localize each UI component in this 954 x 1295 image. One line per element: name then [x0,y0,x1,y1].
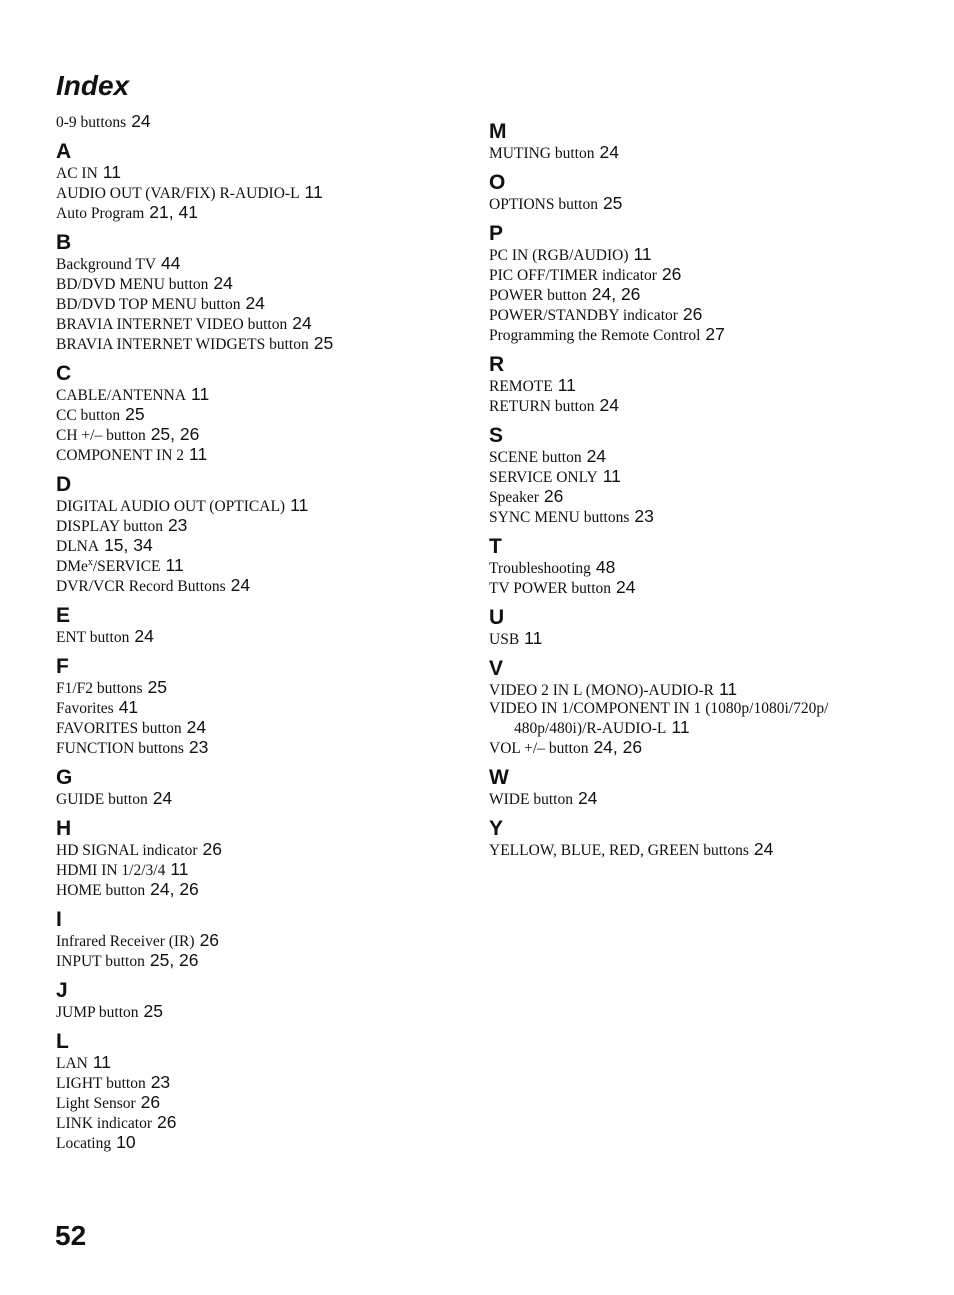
index-entry [489,680,909,700]
entry-page-ref: 11 [557,375,576,395]
index-entry [56,183,456,203]
index-entry [489,558,909,578]
entry-page-ref: 26 [682,304,703,324]
entry-page-ref: 24 [292,313,312,333]
entry-page-ref: 24 [599,142,619,162]
entry-page-ref: 26 [202,839,222,859]
entry-superscript: x [87,556,93,568]
section-letter: U [489,606,505,629]
section-letter: T [489,535,502,558]
entry-term: INPUT button [56,953,145,970]
index-section [56,656,456,758]
entry-term: DISPLAY button [56,518,163,535]
index-section [489,121,909,163]
index-entry [489,325,909,345]
index-section [489,767,909,809]
index-entry [56,738,456,758]
section-letter: J [56,979,68,1002]
entry-term: CH +/– button [56,427,146,444]
entry-page-ref: 24 [131,111,151,131]
entry-term: HOME button [56,882,146,899]
index-section [489,223,909,345]
entry-page-ref: 25 [602,193,623,213]
index-entry [489,143,909,163]
index-section [56,605,456,647]
entry-term: Troubleshooting [489,560,591,577]
index-section [56,1031,456,1153]
entry-term: YELLOW, BLUE, RED, GREEN buttons [489,842,749,859]
index-section [56,909,456,971]
entry-term: SCENE button [489,449,582,466]
entry-page-ref: 24 [186,717,207,737]
index-section [56,232,456,354]
entry-term: HD SIGNAL indicator [56,842,198,859]
entry-page-ref: 11 [170,859,189,879]
section-letter: L [56,1030,69,1053]
index-entry [56,698,456,718]
entry-term: BRAVIA INTERNET VIDEO button [56,316,288,333]
entry-term: LINK indicator [56,1115,152,1132]
entry-page-ref: 26 [140,1092,161,1112]
entry-term: SERVICE ONLY [489,469,598,486]
entry-term: RETURN button [489,398,595,415]
entry-page-ref: 24 [616,577,636,597]
index-section [56,474,456,596]
index-entry [489,718,909,738]
index-section [56,363,456,465]
index-entry [56,1002,456,1022]
index-entry [56,516,456,536]
entry-term: MUTING button [489,145,595,162]
entry-term: HDMI IN 1/2/3/4 [56,862,166,879]
section-letter: S [489,424,504,447]
section-letter: M [489,120,507,143]
entry-page-ref: 25 [313,333,334,353]
section-letter: A [56,140,72,163]
entry-page-ref: 24 [599,395,619,415]
section-letter: C [56,362,72,385]
index-entry [489,194,909,214]
index-entry [56,445,456,465]
entry-term: Light Sensor [56,1095,136,1112]
entry-page-ref: 24, 26 [150,879,199,899]
index-entry [56,840,456,860]
index-entry [489,265,909,285]
index-section [56,980,456,1022]
index-entry [489,376,909,396]
entry-page-ref: 11 [165,555,184,575]
entry-term: DIGITAL AUDIO OUT (OPTICAL) [56,498,286,515]
entry-term: FUNCTION buttons [56,740,184,757]
entry-page-ref: 21, 41 [149,202,198,222]
entry-term: F1/F2 buttons [56,680,143,697]
index-section [489,658,909,758]
index-entry [56,163,456,183]
entry-page-ref: 11 [633,244,652,264]
index-entry [56,425,456,445]
index-entry [489,467,909,487]
entry-term: BRAVIA INTERNET WIDGETS button [56,336,309,353]
index-entry [56,274,456,294]
entry-page-ref: 24 [577,788,598,808]
page-number: 52 [55,1220,87,1251]
index-entry [56,951,456,971]
index-entry [489,245,909,265]
index-entry [489,305,909,325]
entry-page-ref: 11 [92,1052,112,1072]
entry-page-ref: 11 [189,444,208,464]
index-section [489,354,909,416]
index-entry [489,629,909,649]
index-entry [56,314,456,334]
entry-term: GUIDE button [56,791,148,808]
entry-term: VOL +/– button [489,740,589,757]
entry-page-ref: 24 [586,446,607,466]
entry-page-ref: 25 [143,1001,164,1021]
entry-term: Background TV [56,256,157,273]
entry-term: JUMP button [56,1004,139,1021]
entry-term: POWER/STANDBY indicator [489,307,678,324]
section-letter: V [489,657,504,680]
entry-page-ref: 10 [116,1132,136,1152]
index-entry [489,285,909,305]
section-letter: O [489,171,506,194]
entry-term: FAVORITES button [56,720,182,737]
index-entry [56,1073,456,1093]
entry-term: DVR/VCR Record Buttons [56,578,226,595]
entry-term: Auto Program [56,205,145,222]
entry-page-ref: 24 [753,839,774,859]
entry-page-ref: 26 [199,930,220,950]
section-letter: F [56,655,69,678]
section-letter: B [56,231,72,254]
index-entry [56,860,456,880]
entry-term: OPTIONS button [489,196,598,213]
index-entry [56,254,456,274]
page-title: Index [56,70,130,101]
entry-term: Programming the Remote Control [489,327,701,344]
entry-term: Favorites [56,700,114,717]
index-entry [489,789,909,809]
entry-term: COMPONENT IN 2 [56,447,185,464]
section-letter: R [489,353,505,376]
section-letter: D [56,473,72,496]
entry-term: LAN [56,1055,88,1072]
index-section [489,172,909,214]
index-section [489,818,909,860]
index-entry [56,627,456,647]
entry-term: PIC OFF/TIMER indicator [489,267,657,284]
entry-page-ref: 24 [213,273,233,293]
entry-page-ref: 25 [147,677,168,697]
index-entry [56,203,456,223]
entry-page-ref: 15, 34 [104,535,153,555]
index-section [489,536,909,598]
index-entry [56,1053,456,1073]
index-entry [56,880,456,900]
index-entry [56,1093,456,1113]
index-entry [489,447,909,467]
entry-term: DLNA [56,538,100,555]
entry-page-ref: 25, 26 [149,950,199,970]
index-entry [489,700,909,718]
entry-term: BD/DVD MENU button [56,276,209,293]
entry-term: CABLE/ANTENNA [56,387,187,404]
index-entry [56,496,456,516]
entry-term: VIDEO 2 IN L (MONO)-AUDIO-R [489,682,714,699]
index-entry [56,1113,456,1133]
index-entry [56,536,456,556]
entry-page-ref: 11 [102,162,121,182]
entry-term: ENT button [56,629,130,646]
entry-page-ref: 41 [118,697,139,717]
entry-page-ref: 23 [167,515,188,535]
entry-page-ref: 11 [719,679,738,699]
entry-term: AUDIO OUT (VAR/FIX) R-AUDIO-L [56,185,300,202]
entry-page-ref: 23 [634,506,654,526]
index-entry [489,738,909,758]
index-entry [56,931,456,951]
entry-page-ref: 23 [150,1072,171,1092]
index-entry [56,385,456,405]
entry-term: REMOTE [489,378,553,395]
section-letter: Y [489,817,504,840]
entry-page-ref: 24, 26 [591,284,641,304]
entry-page-ref: 11 [191,384,210,404]
entry-term: TV POWER button [489,580,611,597]
index-section [56,818,456,900]
entry-page-ref: 48 [595,557,616,577]
entry-term: Infrared Receiver (IR) [56,933,195,950]
index-entry [56,405,456,425]
section-letter: E [56,604,71,627]
entry-page-ref: 25, 26 [150,424,200,444]
entry-term: SYNC MENU buttons [489,509,630,526]
entry-page-ref: 26 [661,264,682,284]
entry-term: USB [489,631,520,648]
index-section [56,112,456,132]
entry-term: DMe [56,558,88,575]
entry-page-ref: 27 [705,324,725,344]
entry-term: POWER button [489,287,587,304]
index-section [489,425,909,527]
section-letter: I [56,908,62,931]
index-column-right [489,112,909,860]
entry-page-ref: 11 [304,182,323,202]
index-entry [56,789,456,809]
entry-term: BD/DVD TOP MENU button [56,296,241,313]
index-section [56,767,456,809]
section-letter: W [489,766,509,789]
section-letter: P [489,222,504,245]
index-entry [489,487,909,507]
entry-term: PC IN (RGB/AUDIO) [489,247,629,264]
entry-page-ref: 11 [671,717,690,737]
entry-page-ref: 26 [543,486,564,506]
index-entry [56,718,456,738]
entry-term: Speaker [489,489,539,506]
entry-term: WIDE button [489,791,573,808]
index-entry [489,507,909,527]
index-section [489,607,909,649]
index-section [56,141,456,223]
index-entry [56,112,456,132]
section-letter: G [56,766,73,789]
entry-page-ref: 24 [230,575,251,595]
entry-term: VIDEO IN 1/COMPONENT IN 1 (1080p/1080i/720p/ [489,700,829,717]
index-entry [489,578,909,598]
section-letter: H [56,817,72,840]
index-entry [56,576,456,596]
entry-page-ref: 11 [290,495,309,515]
entry-term: 480p/480i)/R-AUDIO-L [514,720,667,737]
index-column-left [56,112,456,1153]
entry-page-ref: 24 [245,293,265,313]
entry-page-ref: 25 [125,404,145,424]
entry-page-ref: 11 [524,628,543,648]
entry-page-ref: 24 [152,788,173,808]
index-entry [56,1133,456,1153]
entry-term: AC IN [56,165,98,182]
entry-page-ref: 11 [602,466,621,486]
entry-term: 0-9 buttons [56,114,127,131]
entry-page-ref: 23 [188,737,209,757]
entry-term-suffix: /SERVICE [92,558,161,575]
entry-term: Locating [56,1135,112,1152]
index-entry [56,334,456,354]
index-entry [56,556,456,576]
entry-page-ref: 44 [161,253,181,273]
entry-term: CC button [56,407,121,424]
index-entry [56,678,456,698]
entry-page-ref: 24 [134,626,154,646]
index-entry [489,840,909,860]
index-entry [56,294,456,314]
index-entry [489,396,909,416]
entry-page-ref: 24, 26 [593,737,643,757]
entry-page-ref: 26 [156,1112,177,1132]
entry-term: LIGHT button [56,1075,146,1092]
